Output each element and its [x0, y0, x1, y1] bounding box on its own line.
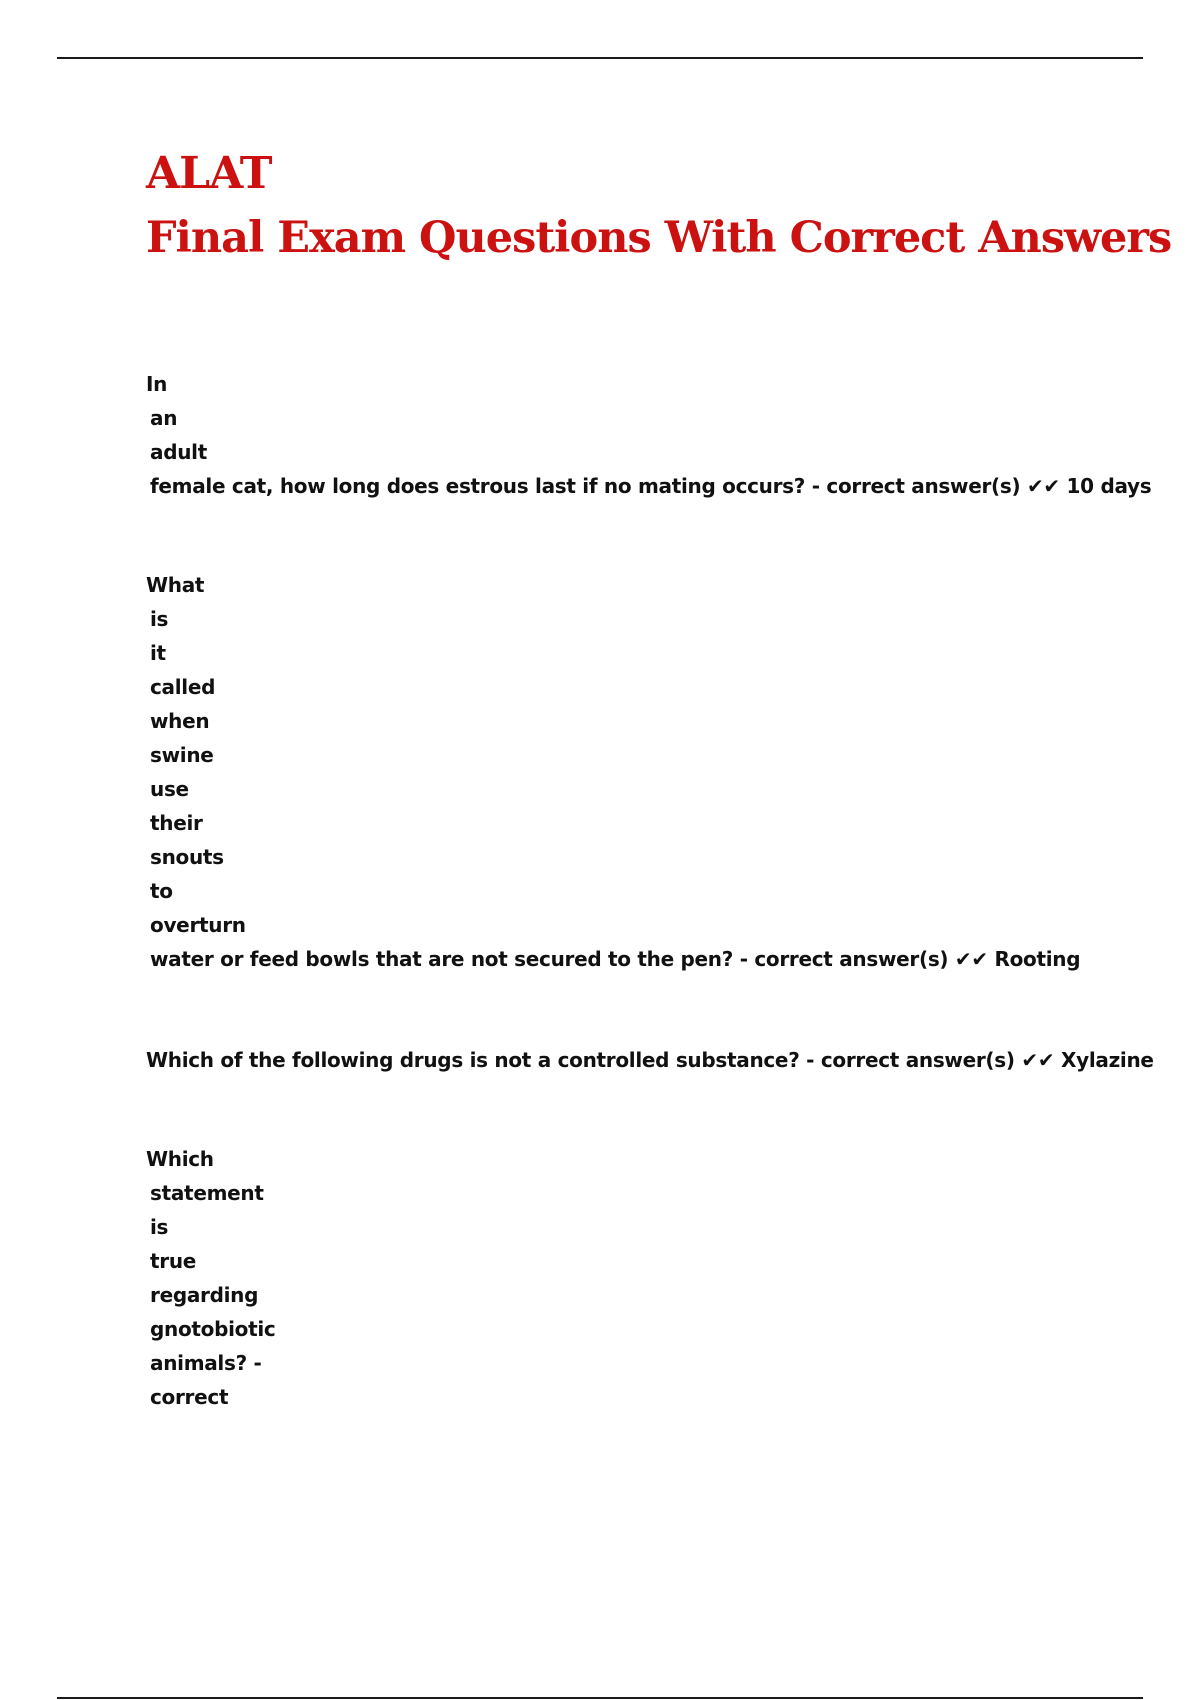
question-line: adult: [150, 440, 207, 464]
document-title: ALAT: [146, 148, 272, 199]
question-answer-line: water or feed bowls that are not secured to the pen? - correct answer(s) ✔✔ Rooting: [150, 947, 1081, 971]
question-answer-line: Which of the following drugs is not a controlled substance? - correct answer(s) ✔✔ Xylazine: [146, 1048, 1154, 1072]
question-line: In: [146, 372, 168, 396]
question-line: use: [150, 777, 189, 801]
question-line: called: [150, 675, 216, 699]
question-line: when: [150, 709, 210, 733]
question-line: to: [150, 879, 173, 903]
question-answer-line: female cat, how long does estrous last if no mating occurs? - correct answer(s) ✔✔ 10 days: [150, 474, 1152, 498]
question-line: it: [150, 641, 166, 665]
question-line: correct: [150, 1385, 229, 1409]
question-line: their: [150, 811, 203, 835]
question-line: true: [150, 1249, 197, 1273]
question-block-3: [146, 1043, 1154, 1077]
question-block-2: [146, 568, 1080, 976]
question-line: snouts: [150, 845, 224, 869]
bottom-rule: [57, 1697, 1143, 1699]
question-line: statement: [150, 1181, 264, 1205]
question-line: animals? -: [150, 1351, 262, 1375]
question-line: is: [150, 1215, 169, 1239]
question-line: Which: [146, 1147, 214, 1171]
question-line: is: [150, 607, 169, 631]
top-rule: [57, 57, 1143, 59]
question-block-4: [146, 1142, 275, 1414]
question-line: overturn: [150, 913, 246, 937]
question-line: swine: [150, 743, 214, 767]
question-line: an: [150, 406, 178, 430]
question-line: What: [146, 573, 205, 597]
question-block-1: [146, 367, 1151, 503]
question-line: regarding: [150, 1283, 259, 1307]
question-line: gnotobiotic: [150, 1317, 276, 1341]
document-subtitle: Final Exam Questions With Correct Answers: [146, 213, 1172, 263]
